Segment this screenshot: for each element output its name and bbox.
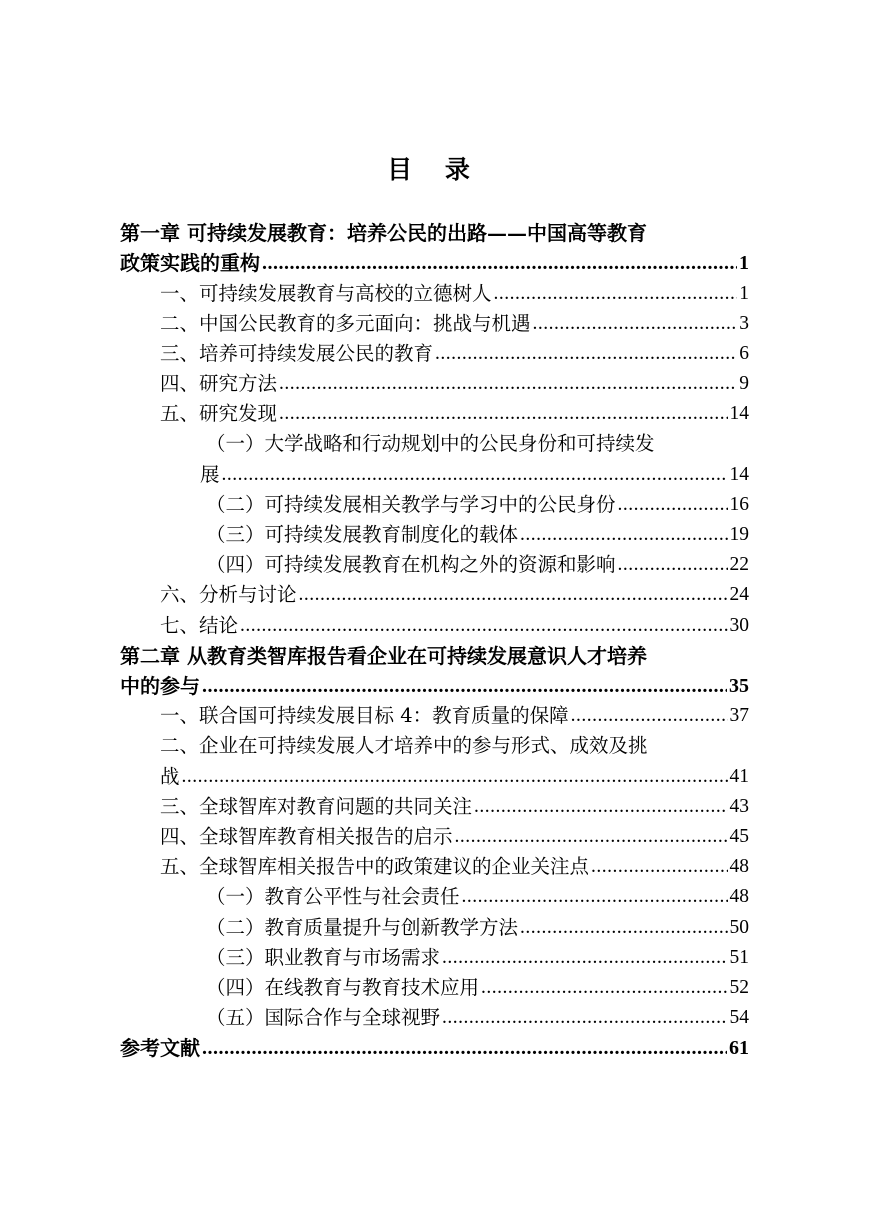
dot-leader	[182, 762, 728, 792]
dot-leader	[202, 1033, 727, 1063]
toc-entry-label: 三、培养可持续发展公民的教育	[160, 341, 434, 365]
toc-section-1-4[interactable]	[120, 369, 749, 399]
toc-section-2-4[interactable]	[120, 822, 749, 852]
toc-page-number: 14	[729, 403, 749, 425]
toc-entry-label: 五、研究发现	[160, 402, 278, 426]
toc-section-2-2-line1[interactable]: 二、企业在可持续发展人才培养中的参与形式、成效及挑	[160, 734, 648, 758]
dot-leader	[299, 580, 728, 610]
dot-leader	[279, 399, 727, 429]
toc-entry-label: （一）教育公平性与社会责任	[206, 885, 460, 909]
toc-entry-label: 五、全球智库相关报告中的政策建议的企业关注点	[160, 855, 590, 879]
dot-leader	[462, 882, 728, 912]
toc-subsection-2-5-1[interactable]	[120, 882, 749, 912]
toc-section-1-1[interactable]	[120, 278, 749, 308]
toc-page-number: 6	[739, 342, 749, 364]
toc-subsection-1-5-2[interactable]	[120, 490, 749, 520]
toc-entry-label: （五）国际合作与全球视野	[206, 1006, 441, 1030]
toc-section-2-3[interactable]	[120, 792, 749, 822]
toc-section-1-6[interactable]	[120, 580, 749, 610]
toc-page-number: 9	[739, 373, 749, 395]
toc-entry-label: 一、联合国可持续发展目标 4：教育质量的保障	[160, 704, 569, 728]
dot-leader	[591, 852, 727, 882]
toc-entry-label: 二、中国公民教育的多元面向：挑战与机遇	[160, 311, 531, 335]
toc-chapter-2[interactable]	[120, 671, 749, 701]
toc-page-number: 3	[739, 312, 749, 334]
toc-page-number: 37	[729, 705, 749, 727]
dot-leader	[279, 369, 737, 399]
toc-page-number: 43	[729, 795, 749, 817]
toc-subsection-2-5-5[interactable]	[120, 1003, 749, 1033]
dot-leader	[222, 460, 728, 490]
dot-leader	[618, 550, 728, 580]
toc-entry-label: 六、分析与讨论	[160, 583, 297, 607]
toc-entry-label: 战	[160, 764, 180, 788]
dot-leader	[494, 279, 738, 309]
dot-leader	[533, 309, 738, 339]
dot-leader	[571, 701, 728, 731]
dot-leader	[435, 339, 737, 369]
toc-entry-label: 四、全球智库教育相关报告的启示	[160, 824, 453, 848]
toc-page-number: 1	[739, 282, 749, 304]
toc-page-number: 22	[729, 554, 749, 576]
toc-title: 目 录	[387, 155, 482, 184]
toc-entry-label: 展	[200, 462, 220, 486]
dot-leader	[520, 520, 727, 550]
toc-page-number: 35	[729, 675, 749, 697]
toc-section-1-3[interactable]	[120, 339, 749, 369]
toc-page-number: 48	[729, 886, 749, 908]
toc-entry-label: （四）可持续发展教育在机构之外的资源和影响	[206, 553, 616, 577]
toc-chapter-1-line1[interactable]: 第一章 可持续发展教育：培养公民的出路——中国高等教育	[120, 221, 647, 245]
dot-leader	[618, 490, 728, 520]
toc-subsection-2-5-2[interactable]	[120, 912, 749, 942]
toc-page-number: 51	[729, 946, 749, 968]
dot-leader	[262, 248, 737, 278]
toc-page-number: 45	[729, 825, 749, 847]
toc-section-1-5[interactable]	[120, 399, 749, 429]
dot-leader	[442, 943, 727, 973]
toc-entry-label: （三）可持续发展教育制度化的载体	[206, 523, 519, 547]
toc-section-2-5[interactable]	[120, 852, 749, 882]
toc-section-1-7[interactable]	[120, 610, 749, 640]
toc-section-2-2[interactable]	[120, 761, 749, 791]
toc-section-1-2[interactable]	[120, 309, 749, 339]
toc-page-number: 30	[729, 614, 749, 636]
toc-page-number: 41	[729, 765, 749, 787]
toc-entry-label: 三、全球智库对教育问题的共同关注	[160, 794, 473, 818]
toc-entry-label: （二）可持续发展相关教学与学习中的公民身份	[206, 492, 616, 516]
toc-references[interactable]	[120, 1033, 749, 1063]
toc-entry-label: 参考文献	[120, 1036, 200, 1061]
table-of-contents	[120, 218, 749, 1063]
toc-subsection-2-5-4[interactable]	[120, 973, 749, 1003]
toc-page-number: 14	[729, 463, 749, 485]
toc-page-number: 54	[729, 1007, 749, 1029]
toc-page-number: 24	[729, 584, 749, 606]
toc-subsection-1-5-3[interactable]	[120, 520, 749, 550]
dot-leader	[481, 973, 727, 1003]
dot-leader	[240, 611, 727, 641]
toc-page-number: 50	[729, 916, 749, 938]
toc-entry-label: 四、研究方法	[160, 372, 278, 396]
toc-entry-label: 七、结论	[160, 613, 239, 637]
toc-entry-label: （二）教育质量提升与创新教学方法	[206, 915, 519, 939]
dot-leader	[442, 1003, 727, 1033]
toc-entry-label: 中的参与	[120, 674, 200, 698]
toc-subsection-2-5-3[interactable]	[120, 943, 749, 973]
toc-page-number: 48	[729, 856, 749, 878]
toc-page-number: 1	[739, 252, 749, 275]
toc-subsection-1-5-4[interactable]	[120, 550, 749, 580]
toc-entry-label: （四）在线教育与教育技术应用	[206, 975, 480, 999]
dot-leader	[520, 913, 727, 943]
toc-entry-label: （三）职业教育与市场需求	[206, 945, 441, 969]
toc-chapter-2-line1[interactable]: 第二章 从教育类智库报告看企业在可持续发展意识人才培养	[120, 643, 647, 668]
toc-page-number: 19	[729, 524, 749, 546]
toc-page-number: 52	[729, 976, 749, 998]
toc-page-number: 16	[729, 493, 749, 515]
toc-entry-label: 一、可持续发展教育与高校的立德树人	[160, 281, 492, 305]
dot-leader	[474, 792, 727, 822]
dot-leader	[202, 671, 727, 701]
dot-leader	[455, 822, 728, 852]
toc-subsection-1-5-1-line1[interactable]: （一）大学战略和行动规划中的公民身份和可持续发	[206, 432, 655, 456]
toc-chapter-1[interactable]	[120, 248, 749, 278]
toc-page-number: 61	[729, 1037, 749, 1060]
toc-section-2-1[interactable]	[120, 701, 749, 731]
toc-entry-label: 政策实践的重构	[120, 251, 260, 276]
toc-subsection-1-5-1[interactable]	[120, 460, 749, 490]
